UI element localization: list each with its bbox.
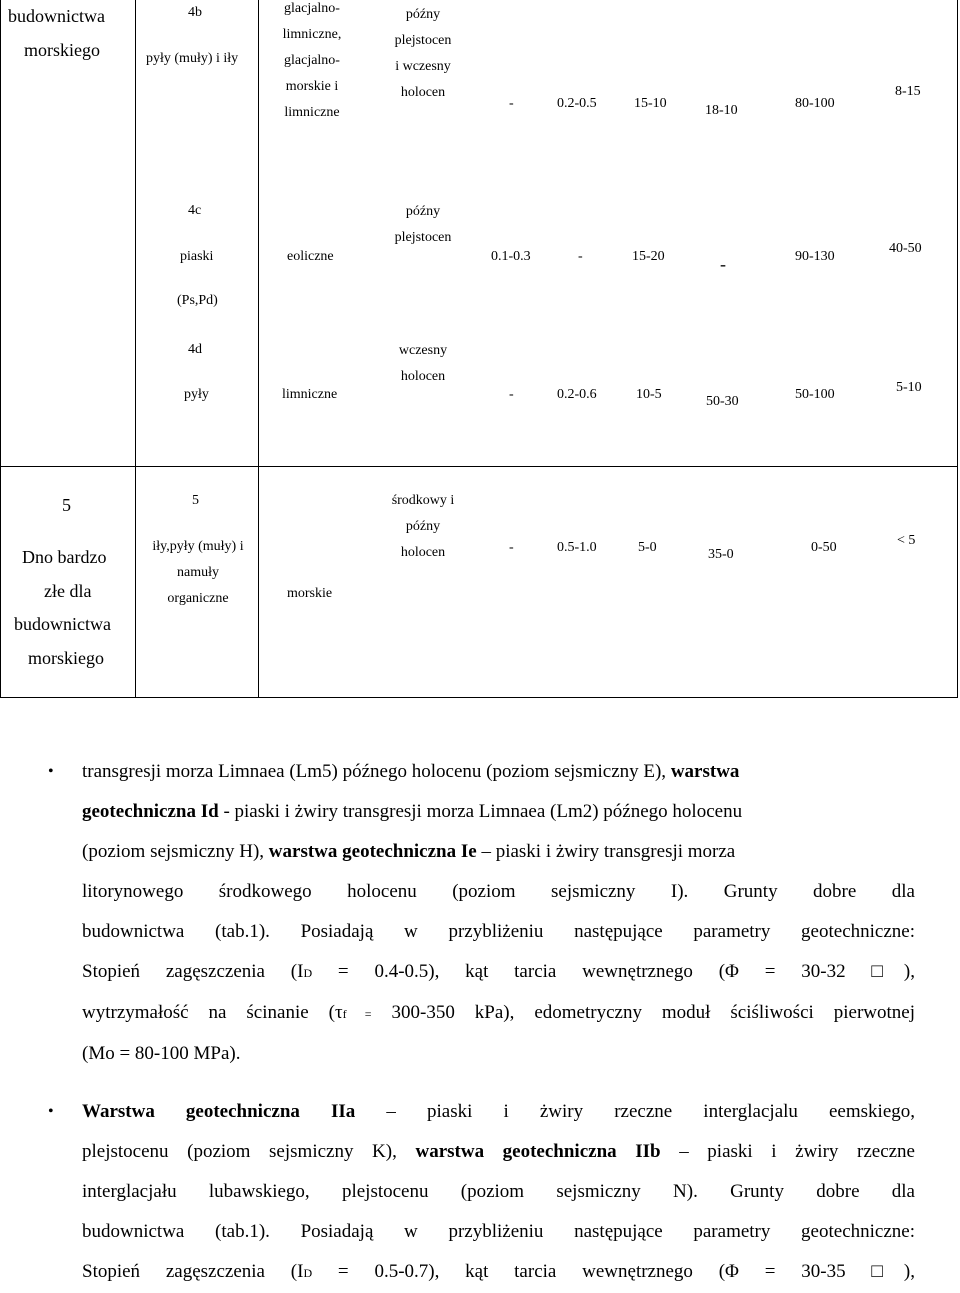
value-cell: 35-0 (708, 547, 734, 562)
text-run: interglacjału lubawskiego, plejstocenu (poziom sejsmiczny N). Grunty dobre dla (82, 1181, 915, 1202)
age-cell (383, 338, 463, 390)
bold-term: Warstwa geotechniczna IIa (82, 1101, 356, 1122)
text-run: = 0.4-0.5), kąt tarcia wewnętrznego (Φ = 30-32 (312, 961, 872, 982)
genesis-cell (278, 0, 346, 126)
table-border-bottom (0, 697, 958, 698)
soil-cell (142, 534, 254, 612)
paragraph (82, 1092, 915, 1293)
age-line: plejstocen (394, 230, 452, 245)
value-cell: 0-50 (811, 540, 837, 555)
text-run: – piaski i żwiry transgresji morza (476, 841, 736, 862)
text-run: plejstocenu (poziom sejsmiczny K), (82, 1141, 416, 1162)
value-cell: 10-5 (636, 387, 662, 402)
group-cell-line: morskiego (24, 40, 100, 60)
value-cell: - (578, 249, 583, 264)
value-cell: 15-10 (634, 96, 667, 111)
group-cell-line: budownictwa (14, 614, 111, 634)
group-cell-line: morskiego (28, 648, 104, 668)
genesis-line: limniczne (284, 105, 340, 120)
soil-cell: piaski (180, 249, 214, 264)
value-cell: 50-100 (795, 387, 835, 402)
text-line (82, 872, 915, 912)
soil-line: iły,pyły (muły) i (152, 539, 244, 554)
age-line: późny (405, 7, 441, 22)
value-cell: 8-15 (895, 84, 921, 99)
age-cell (383, 2, 463, 106)
text-line (82, 952, 915, 993)
age-line: plejstocen (394, 33, 452, 48)
missing-glyph-icon: □ (871, 961, 904, 982)
text-line (82, 1132, 915, 1172)
genesis-line: glacjalno- (284, 1, 340, 16)
text-run: transgresji morza Limnaea (Lm5) późnego holocenu (poziom sejsmiczny E), (82, 761, 671, 782)
genesis-line: morskie i (285, 79, 339, 94)
soil-note: (Ps,Pd) (177, 293, 218, 308)
text-run: wytrzymałość na ścinanie (τ (82, 1002, 343, 1023)
text-run: – piaski i żwiry rzeczne interglacjalu eemskiego, (355, 1101, 916, 1122)
age-cell (378, 488, 468, 566)
table-border-right (957, 0, 958, 698)
age-line: holocen (400, 85, 446, 100)
value-cell: 15-20 (632, 249, 665, 264)
subscript: D (303, 966, 313, 980)
value-cell: 0.2-0.6 (557, 387, 597, 402)
value-cell: 50-30 (706, 394, 739, 409)
genesis-line: limniczne, (282, 27, 342, 42)
value-cell: - (509, 540, 514, 555)
text-run: (Mo = 80-100 MPa). (82, 1043, 241, 1064)
bullet-icon: • (48, 763, 54, 780)
text-run: – piaski i żwiry rzeczne (660, 1141, 915, 1162)
table-col-divider (258, 0, 259, 698)
table-row-divider (0, 466, 958, 467)
text-run: Stopień zagęszczenia (I (82, 961, 304, 982)
value-cell: 0.5-1.0 (557, 540, 597, 555)
value-cell: 18-10 (705, 103, 738, 118)
text-run: litorynowego środkowego holocenu (poziom sejsmiczny I). Grunty dobre dla (82, 881, 915, 902)
text-run: 300-350 kPa), edometryczny moduł ściśliwości pierwotnej (371, 1002, 915, 1023)
value-cell: 80-100 (795, 96, 835, 111)
paragraph (82, 752, 915, 1074)
value-cell: - (720, 254, 726, 274)
bullet-icon: • (48, 1103, 54, 1120)
age-line: późny (405, 519, 441, 534)
soil-cell: pyły (muły) i iły (146, 51, 239, 66)
soil-line: namuły (177, 565, 219, 580)
text-run: budownictwa (tab.1). Posiadają w przybliżeniu następujące parametry geotechniczne: (82, 921, 915, 942)
value-cell: - (509, 96, 514, 111)
text-run: Stopień zagęszczenia (I (82, 1261, 304, 1282)
subscript: f = (342, 1007, 372, 1021)
text-line (82, 1034, 915, 1074)
age-line: środkowy i (391, 493, 455, 508)
text-run: ), (903, 961, 915, 982)
text-run: = 0.5-0.7), kąt tarcia wewnętrznego (Φ = 30-35 (312, 1261, 872, 1282)
value-cell: < 5 (897, 533, 916, 548)
subscript: D (303, 1266, 313, 1280)
age-line: holocen (400, 369, 446, 384)
value-cell: - (509, 387, 514, 402)
text-run: ), (903, 1261, 915, 1282)
genesis-cell: limniczne (282, 387, 338, 402)
text-run: (poziom sejsmiczny H), (82, 841, 269, 862)
text-line (82, 752, 915, 792)
bold-term: warstwa geotechniczna IIb (415, 1141, 661, 1162)
text-line (82, 832, 915, 872)
code-cell: 5 (192, 493, 199, 508)
text-line (82, 1212, 915, 1252)
text-line (82, 792, 915, 832)
age-line: i wczesny (395, 59, 451, 74)
genesis-cell: morskie (287, 586, 333, 601)
value-cell: 5-0 (638, 540, 657, 555)
code-cell: 4d (188, 342, 202, 357)
group-cell-line: budownictwa (8, 6, 105, 26)
value-cell: 40-50 (889, 241, 922, 256)
text-run: - piaski i żwiry transgresji morza Limnaea (Lm2) późnego holocenu (218, 801, 743, 822)
text-line (82, 1092, 915, 1132)
bold-term: geotechniczna Id (82, 801, 219, 822)
value-cell: 90-130 (795, 249, 835, 264)
age-line: wczesny (398, 343, 448, 358)
code-cell: 4c (188, 203, 202, 218)
group-cell-line: Dno bardzo (22, 547, 107, 567)
text-line (82, 993, 915, 1034)
missing-glyph-icon: □ (871, 1261, 904, 1282)
genesis-cell: eoliczne (287, 249, 334, 264)
text-run: budownictwa (tab.1). Posiadają w przybliżeniu następujące parametry geotechniczne: (82, 1221, 915, 1242)
text-line (82, 1252, 915, 1293)
age-line: holocen (400, 545, 446, 560)
table-border-left (0, 0, 1, 698)
age-cell (383, 199, 463, 251)
group-cell-line: złe dla (44, 581, 92, 601)
age-line: późny (405, 204, 441, 219)
value-cell: 5-10 (896, 380, 922, 395)
bold-term: warstwa (670, 761, 740, 782)
genesis-line: glacjalno- (284, 53, 340, 68)
value-cell: 0.1-0.3 (491, 249, 531, 264)
soil-line: organiczne (167, 591, 229, 606)
soil-cell: pyły (184, 387, 209, 402)
value-cell: 0.2-0.5 (557, 96, 597, 111)
group-number: 5 (62, 495, 71, 515)
bold-term: warstwa geotechniczna Ie (268, 841, 477, 862)
code-cell: 4b (188, 5, 202, 20)
text-line (82, 1172, 915, 1212)
text-line (82, 912, 915, 952)
table-col-divider (135, 0, 136, 698)
